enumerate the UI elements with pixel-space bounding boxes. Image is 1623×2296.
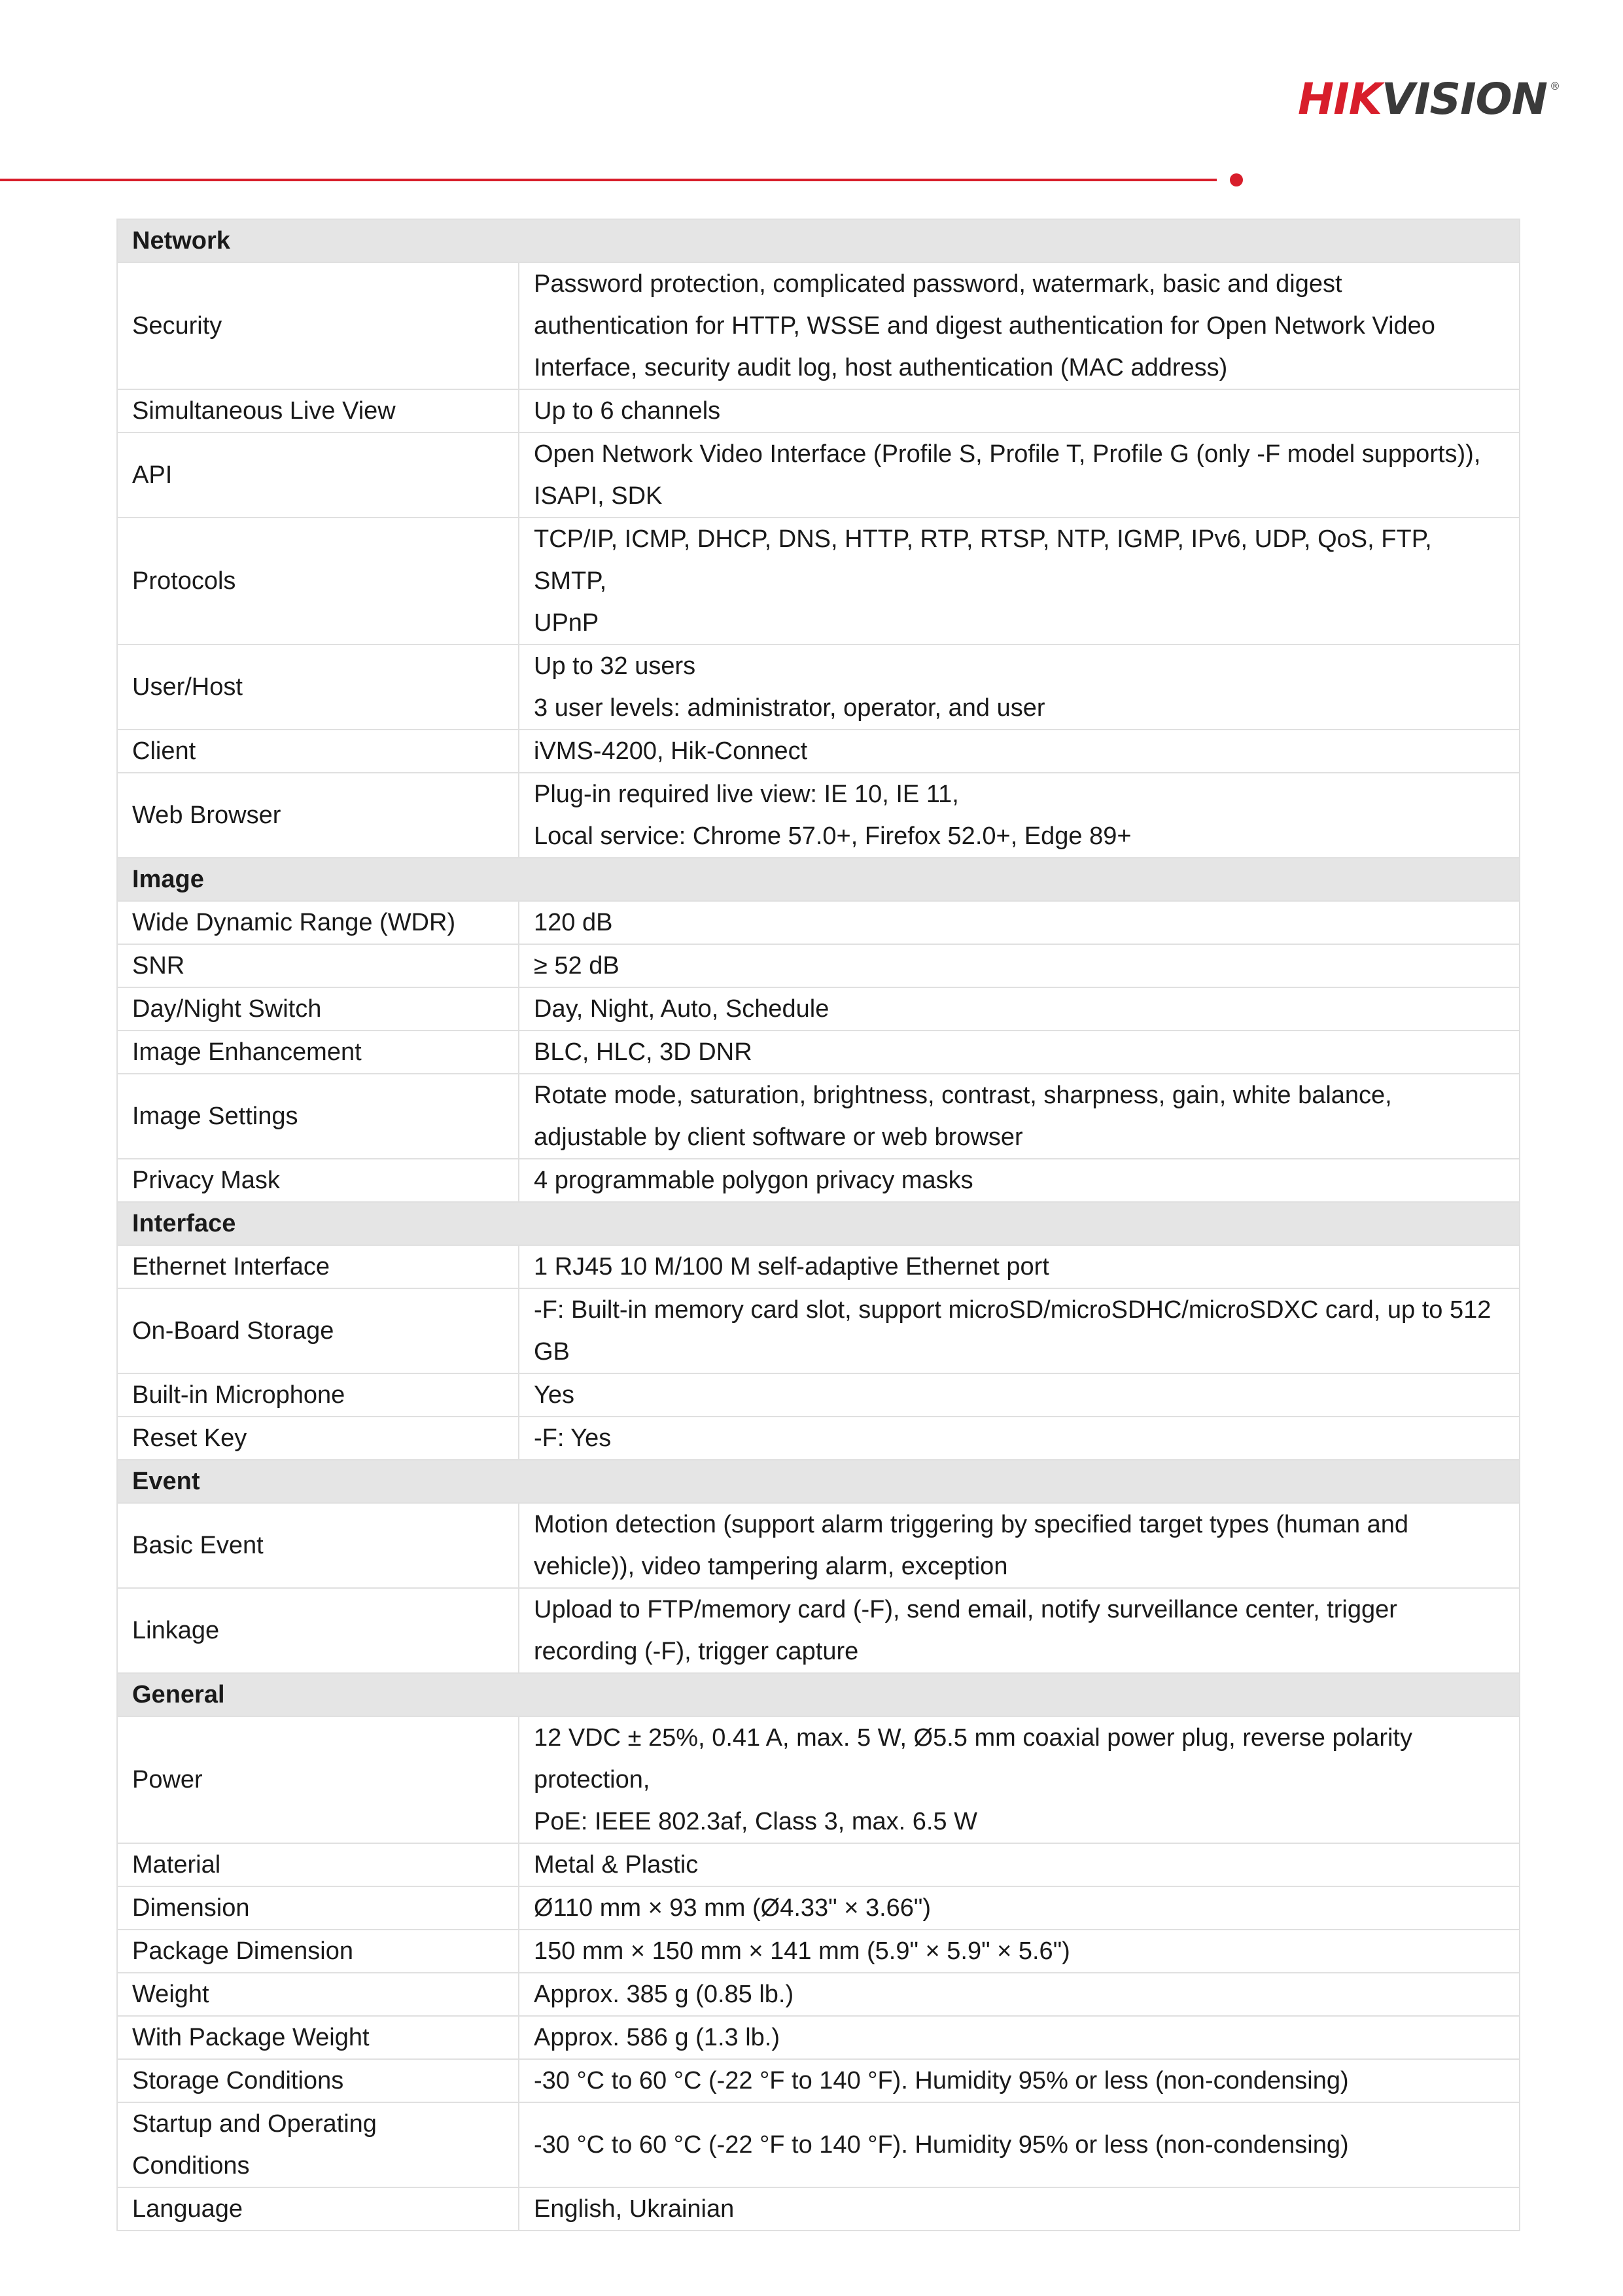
spec-value	[519, 773, 1520, 858]
spec-value	[519, 944, 1520, 987]
spec-value-line: 4 programmable polygon privacy masks	[534, 1167, 973, 1194]
spec-value-line: ISAPI, SDK	[534, 482, 663, 510]
spec-label: Storage Conditions	[117, 2059, 519, 2102]
spec-value-line: BLC, HLC, 3D DNR	[534, 1038, 752, 1066]
brand-logo	[1298, 73, 1560, 126]
spec-value-line: recording (-F), trigger capture	[534, 1638, 859, 1665]
spec-value-line: vehicle)), video tampering alarm, exception	[534, 1553, 1008, 1580]
section-title: General	[117, 1673, 1520, 1716]
logo-text-red: HIK	[1297, 74, 1382, 124]
section-header-image	[117, 858, 1520, 901]
spec-label: Protocols	[117, 518, 519, 645]
spec-value-line: -F: Yes	[534, 1424, 612, 1452]
spec-row	[117, 773, 1520, 858]
spec-value-line: GB	[534, 1338, 570, 1366]
spec-label: Built-in Microphone	[117, 1373, 519, 1417]
spec-row	[117, 1417, 1520, 1460]
spec-row	[117, 1843, 1520, 1886]
spec-label: Privacy Mask	[117, 1159, 519, 1202]
spec-row	[117, 389, 1520, 433]
spec-label: API	[117, 433, 519, 518]
spec-value-line: Up to 6 channels	[534, 397, 721, 425]
spec-value-line: Rotate mode, saturation, brightness, contrast, sharpness, gain, white balance,	[534, 1082, 1392, 1109]
spec-value	[519, 1503, 1520, 1588]
spec-value-line: authentication for HTTP, WSSE and digest authentication for Open Network Video	[534, 312, 1435, 340]
spec-table-body	[117, 219, 1520, 2231]
spec-label: Security	[117, 262, 519, 389]
spec-value	[519, 1973, 1520, 2016]
spec-label: Reset Key	[117, 1417, 519, 1460]
spec-value-line: -30 °C to 60 °C (-22 °F to 140 °F). Humidity 95% or less (non-condensing)	[534, 2131, 1349, 2159]
spec-value	[519, 987, 1520, 1031]
spec-row	[117, 1503, 1520, 1588]
spec-label: Package Dimension	[117, 1930, 519, 1973]
spec-row	[117, 2016, 1520, 2059]
spec-label	[117, 2102, 519, 2187]
spec-value-line: Upload to FTP/memory card (-F), send email, notify surveillance center, trigger	[534, 1596, 1397, 1623]
spec-value	[519, 1417, 1520, 1460]
spec-value-line: ≥ 52 dB	[534, 952, 620, 980]
spec-label: Material	[117, 1843, 519, 1886]
spec-value-line: iVMS-4200, Hik-Connect	[534, 737, 808, 765]
spec-value	[519, 1031, 1520, 1074]
spec-value-line: Up to 32 users	[534, 652, 696, 680]
spec-value	[519, 389, 1520, 433]
spec-value	[519, 1716, 1520, 1843]
spec-row	[117, 433, 1520, 518]
spec-value-line: Approx. 586 g (1.3 lb.)	[534, 2024, 780, 2051]
spec-row	[117, 730, 1520, 773]
spec-value-line: 3 user levels: administrator, operator, and user	[534, 694, 1045, 722]
spec-row	[117, 1373, 1520, 1417]
spec-value-line: 1 RJ45 10 M/100 M self-adaptive Ethernet port	[534, 1253, 1049, 1280]
spec-value-line: Yes	[534, 1381, 574, 1409]
spec-value-line: Motion detection (support alarm triggering by specified target types (human and	[534, 1511, 1409, 1538]
spec-value-line: Local service: Chrome 57.0+, Firefox 52.0+, Edge 89+	[534, 822, 1132, 850]
spec-row	[117, 1716, 1520, 1843]
spec-value-line: Approx. 385 g (0.85 lb.)	[534, 1981, 794, 2008]
spec-row	[117, 1886, 1520, 1930]
section-header-event	[117, 1460, 1520, 1503]
spec-value-line: UPnP	[534, 609, 599, 637]
spec-value	[519, 262, 1520, 389]
section-title: Event	[117, 1460, 1520, 1503]
spec-value-line: 120 dB	[534, 909, 613, 936]
section-title: Network	[117, 219, 1520, 262]
spec-value	[519, 1074, 1520, 1159]
spec-label: Wide Dynamic Range (WDR)	[117, 901, 519, 944]
logo-registered-mark: ®	[1550, 80, 1560, 92]
spec-row	[117, 1245, 1520, 1288]
spec-value	[519, 1930, 1520, 1973]
spec-value	[519, 2187, 1520, 2231]
spec-label: User/Host	[117, 645, 519, 730]
header-divider-dot	[1230, 173, 1243, 186]
spec-row	[117, 987, 1520, 1031]
spec-label: With Package Weight	[117, 2016, 519, 2059]
spec-label: Day/Night Switch	[117, 987, 519, 1031]
spec-label: Image Settings	[117, 1074, 519, 1159]
spec-label-line: Conditions	[132, 2152, 250, 2180]
spec-row	[117, 2187, 1520, 2231]
header-divider	[0, 179, 1217, 181]
spec-value-line: Metal & Plastic	[534, 1851, 699, 1879]
spec-value	[519, 2059, 1520, 2102]
spec-row	[117, 2059, 1520, 2102]
spec-label: Weight	[117, 1973, 519, 2016]
spec-label: Power	[117, 1716, 519, 1843]
spec-value-line: English, Ukrainian	[534, 2195, 735, 2223]
spec-value-line: 150 mm × 150 mm × 141 mm (5.9" × 5.9" × 5.6")	[534, 1937, 1070, 1965]
spec-value	[519, 1159, 1520, 1202]
spec-label: SNR	[117, 944, 519, 987]
spec-value	[519, 1886, 1520, 1930]
spec-value-line: Plug-in required live view: IE 10, IE 11,	[534, 781, 959, 808]
spec-row	[117, 645, 1520, 730]
spec-label: On-Board Storage	[117, 1288, 519, 1373]
spec-row	[117, 1031, 1520, 1074]
spec-value-line: -F: Built-in memory card slot, support microSD/microSDHC/microSDXC card, up to 512	[534, 1296, 1492, 1324]
spec-row	[117, 1288, 1520, 1373]
spec-value	[519, 645, 1520, 730]
spec-row	[117, 944, 1520, 987]
spec-value	[519, 2102, 1520, 2187]
spec-row	[117, 2102, 1520, 2187]
spec-row	[117, 518, 1520, 645]
spec-label: Language	[117, 2187, 519, 2231]
spec-value-line: Open Network Video Interface (Profile S, Profile T, Profile G (only -F model supports)),	[534, 440, 1481, 468]
spec-label: Client	[117, 730, 519, 773]
spec-value-line: Ø110 mm × 93 mm (Ø4.33" × 3.66")	[534, 1894, 932, 1922]
spec-label: Ethernet Interface	[117, 1245, 519, 1288]
spec-value	[519, 901, 1520, 944]
spec-value-line: 12 VDC ± 25%, 0.41 A, max. 5 W, Ø5.5 mm coaxial power plug, reverse polarity	[534, 1724, 1412, 1752]
spec-row	[117, 1074, 1520, 1159]
section-header-general	[117, 1673, 1520, 1716]
spec-value-line: adjustable by client software or web browser	[534, 1123, 1023, 1151]
spec-value	[519, 1843, 1520, 1886]
spec-value-line: Day, Night, Auto, Schedule	[534, 995, 829, 1023]
spec-row	[117, 1930, 1520, 1973]
logo-text-dark: VISION	[1381, 74, 1547, 124]
spec-value-line: PoE: IEEE 802.3af, Class 3, max. 6.5 W	[534, 1808, 977, 1835]
section-header-interface	[117, 1202, 1520, 1245]
spec-table	[116, 219, 1520, 2231]
section-title: Image	[117, 858, 1520, 901]
spec-value	[519, 1245, 1520, 1288]
spec-row	[117, 901, 1520, 944]
spec-row	[117, 1973, 1520, 2016]
spec-value-line: Password protection, complicated password, watermark, basic and digest	[534, 270, 1342, 298]
logo-wordmark	[1298, 73, 1547, 126]
spec-value	[519, 1288, 1520, 1373]
spec-value-line: -30 °C to 60 °C (-22 °F to 140 °F). Humidity 95% or less (non-condensing)	[534, 2067, 1349, 2094]
spec-value	[519, 2016, 1520, 2059]
spec-value	[519, 1588, 1520, 1673]
spec-label: Web Browser	[117, 773, 519, 858]
spec-row	[117, 262, 1520, 389]
spec-value	[519, 730, 1520, 773]
spec-value	[519, 433, 1520, 518]
spec-label: Image Enhancement	[117, 1031, 519, 1074]
spec-value-line: TCP/IP, ICMP, DHCP, DNS, HTTP, RTP, RTSP, NTP, IGMP, IPv6, UDP, QoS, FTP, SMTP,	[534, 525, 1432, 595]
spec-label: Basic Event	[117, 1503, 519, 1588]
spec-label: Dimension	[117, 1886, 519, 1930]
section-title: Interface	[117, 1202, 1520, 1245]
spec-label: Linkage	[117, 1588, 519, 1673]
spec-label: Simultaneous Live View	[117, 389, 519, 433]
spec-value-line: Interface, security audit log, host authentication (MAC address)	[534, 354, 1228, 381]
spec-value	[519, 518, 1520, 645]
section-header-network	[117, 219, 1520, 262]
spec-row	[117, 1159, 1520, 1202]
spec-value	[519, 1373, 1520, 1417]
spec-row	[117, 1588, 1520, 1673]
spec-label-line: Startup and Operating	[132, 2110, 377, 2138]
spec-value-line: protection,	[534, 1766, 650, 1793]
